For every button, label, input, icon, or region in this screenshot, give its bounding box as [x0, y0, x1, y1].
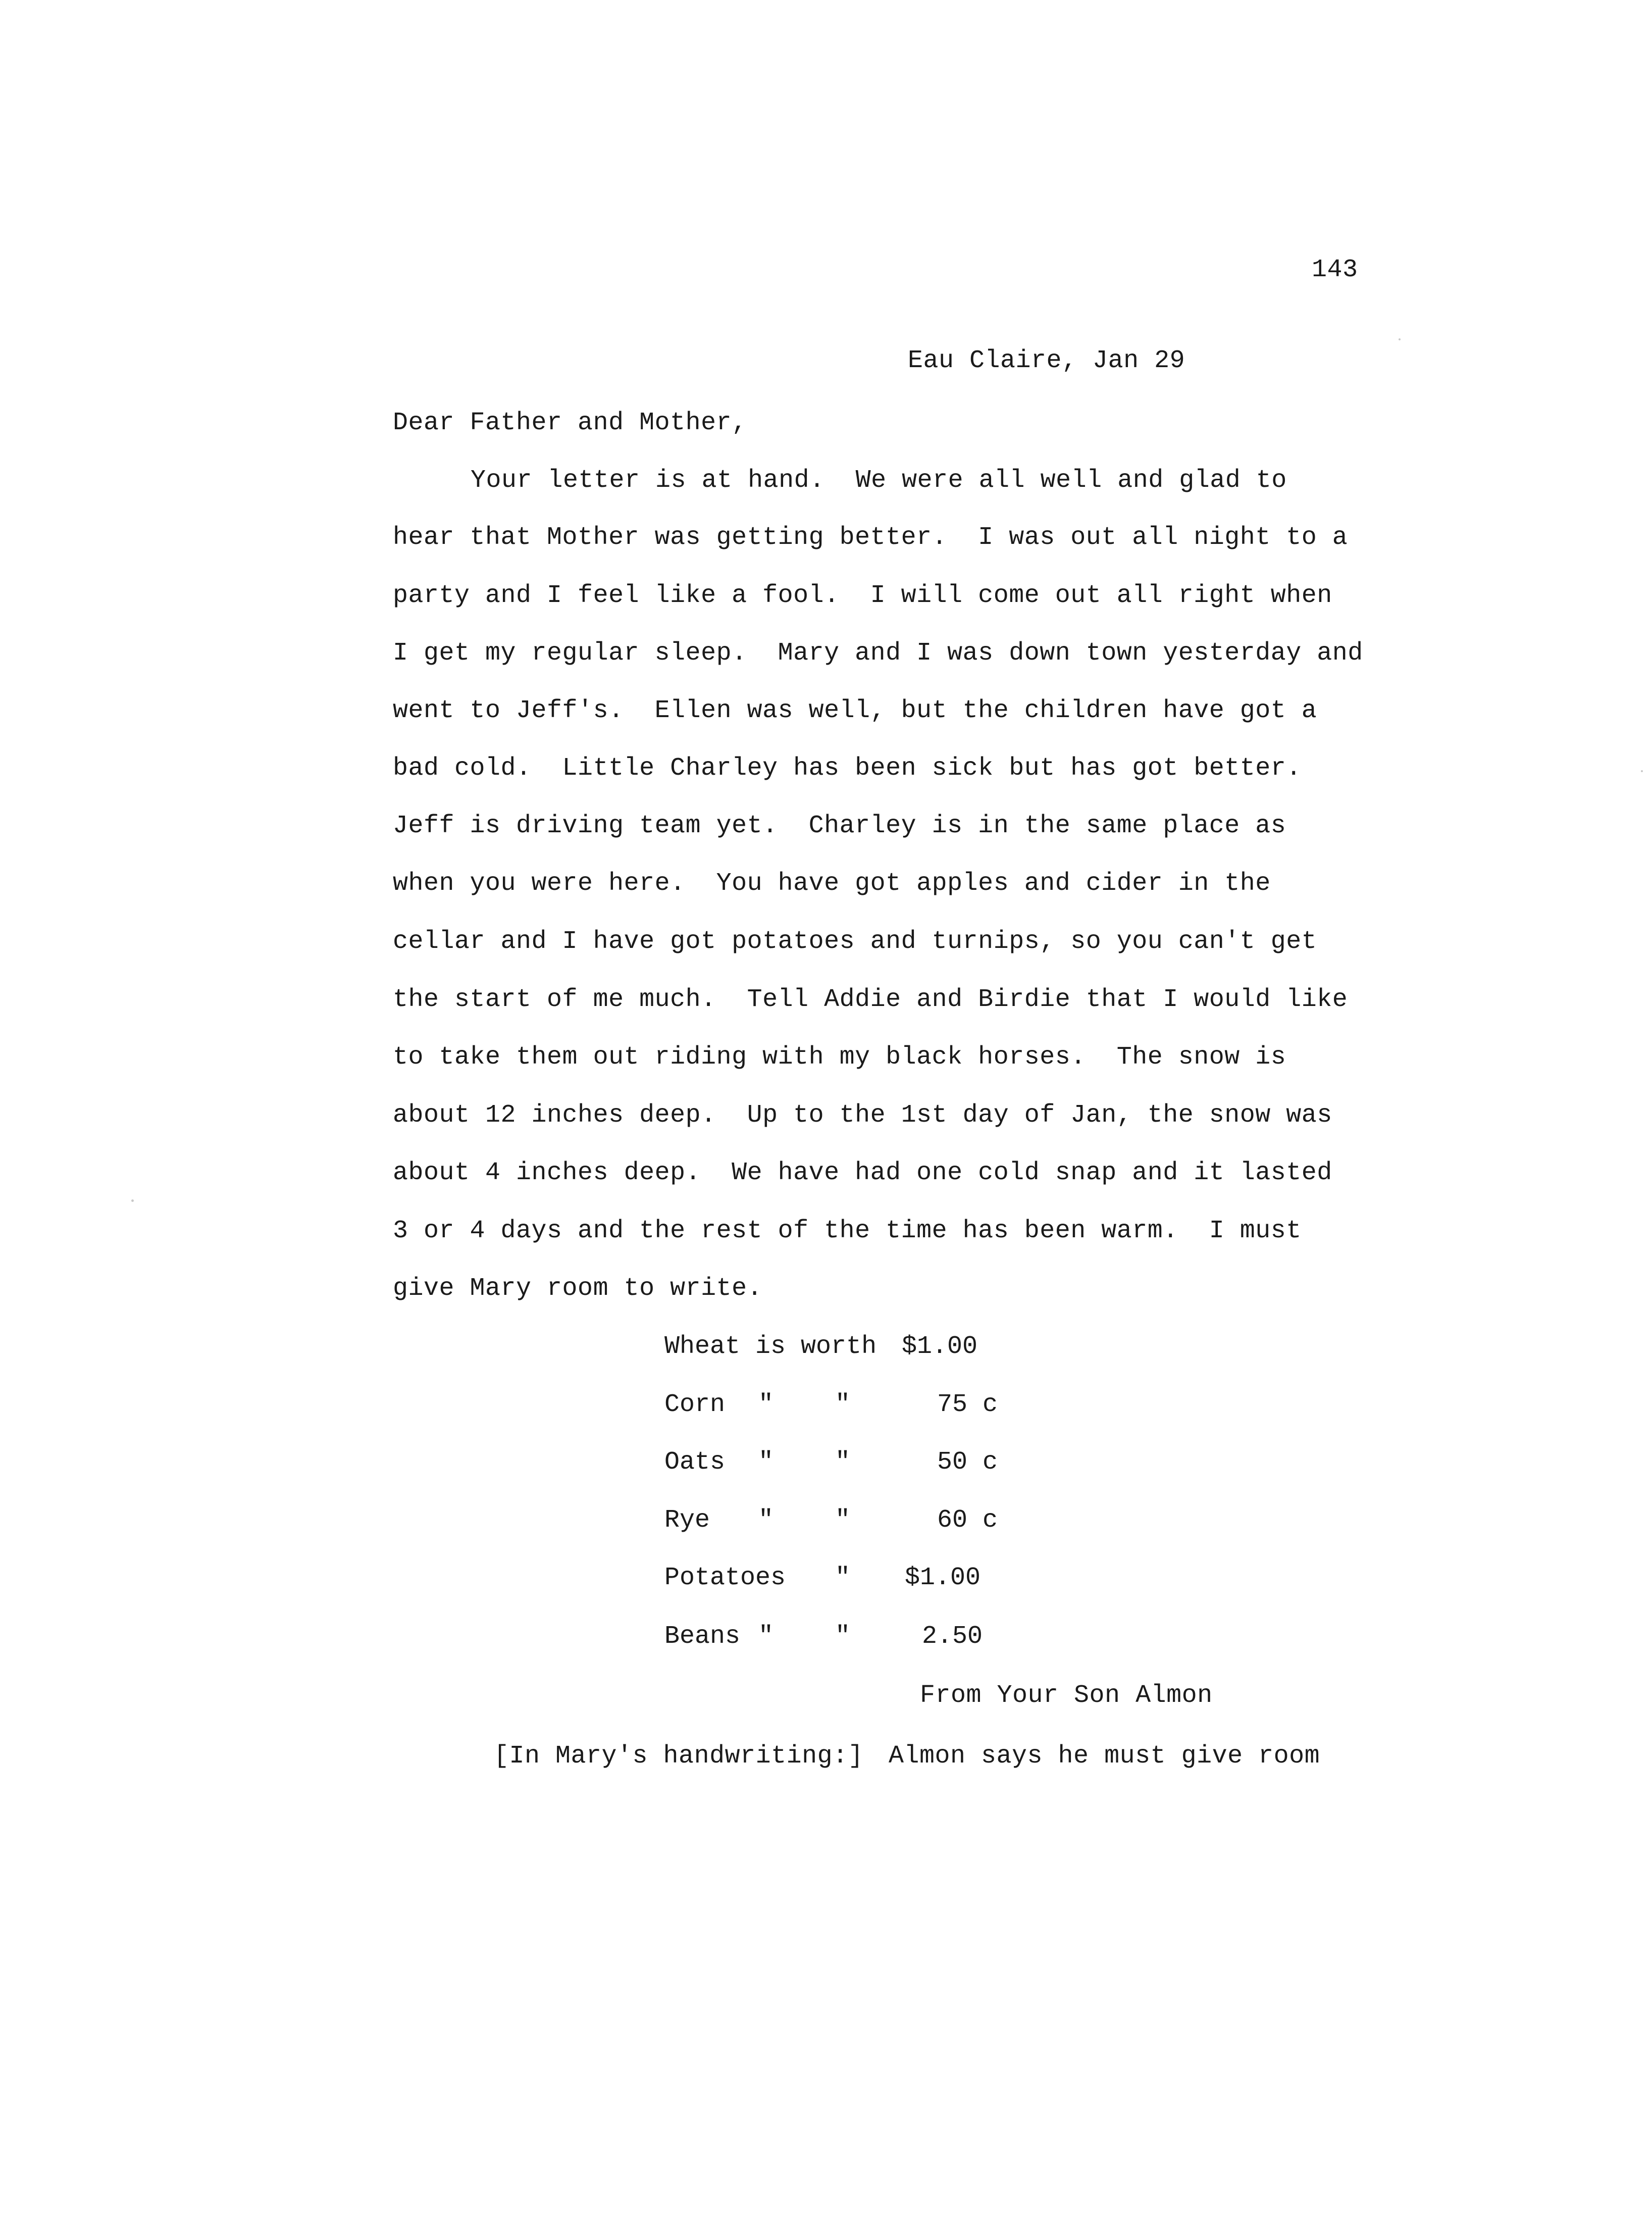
price-item: Rye — [664, 1506, 710, 1535]
ditto-mark: " — [835, 1390, 851, 1419]
body-line: to take them out riding with my black horses. The snow is — [393, 1043, 1286, 1072]
price-item: Wheat is worth — [664, 1332, 877, 1361]
body-line: cellar and I have got potatoes and turnips, so you can't get — [393, 927, 1317, 956]
price-value: 60 c — [907, 1506, 998, 1535]
ditto-mark: " — [758, 1506, 774, 1535]
body-line: party and I feel like a fool. I will come out all right when — [393, 581, 1332, 610]
body-line: bad cold. Little Charley has been sick but has got better. — [393, 754, 1302, 783]
continued-text: Almon says he must give room — [889, 1742, 1320, 1771]
salutation: Dear Father and Mother, — [393, 409, 747, 437]
price-item: Oats — [664, 1448, 726, 1477]
ditto-mark: " — [758, 1622, 774, 1651]
body-line: about 12 inches deep. Up to the 1st day of Jan, the snow was — [393, 1101, 1332, 1130]
body-line: went to Jeff's. Ellen was well, but the children have got a — [393, 696, 1317, 725]
page-number: 143 — [1312, 256, 1358, 284]
dateline: Eau Claire, Jan 29 — [908, 346, 1185, 375]
body-line: hear that Mother was getting better. I was out all night to a — [393, 523, 1348, 552]
ditto-mark: " — [835, 1564, 851, 1592]
ditto-mark: " — [835, 1506, 851, 1535]
scan-speck — [131, 1199, 134, 1202]
ditto-mark: " — [758, 1390, 774, 1419]
price-value: 2.50 — [907, 1622, 983, 1651]
body-line: Jeff is driving team yet. Charley is in the same place as — [393, 812, 1286, 840]
scan-speck — [1641, 770, 1643, 772]
body-line: give Mary room to write. — [393, 1274, 763, 1303]
ditto-mark: " — [758, 1448, 774, 1477]
body-line: the start of me much. Tell Addie and Birdie that I would like — [393, 985, 1348, 1014]
body-line: when you were here. You have got apples and cider in the — [393, 869, 1271, 898]
price-value: 50 c — [907, 1448, 998, 1477]
editor-note: [In Mary's handwriting:] — [494, 1742, 864, 1771]
ditto-mark: " — [835, 1448, 851, 1477]
price-value: $1.00 — [905, 1564, 981, 1592]
price-item: Corn — [664, 1390, 726, 1419]
scan-speck — [1399, 338, 1401, 340]
body-line: I get my regular sleep. Mary and I was down town yesterday and — [393, 639, 1363, 668]
price-item: Potatoes — [664, 1564, 786, 1592]
signoff: From Your Son Almon — [920, 1681, 1213, 1710]
body-line: about 4 inches deep. We have had one cold snap and it lasted — [393, 1159, 1332, 1187]
price-item: Beans — [664, 1622, 741, 1651]
body-line: Your letter is at hand. We were all well and glad to — [471, 466, 1287, 495]
price-value: $1.00 — [902, 1332, 978, 1361]
ditto-mark: " — [835, 1622, 851, 1651]
body-line: 3 or 4 days and the rest of the time has been warm. I must — [393, 1217, 1302, 1245]
price-value: 75 c — [907, 1390, 998, 1419]
